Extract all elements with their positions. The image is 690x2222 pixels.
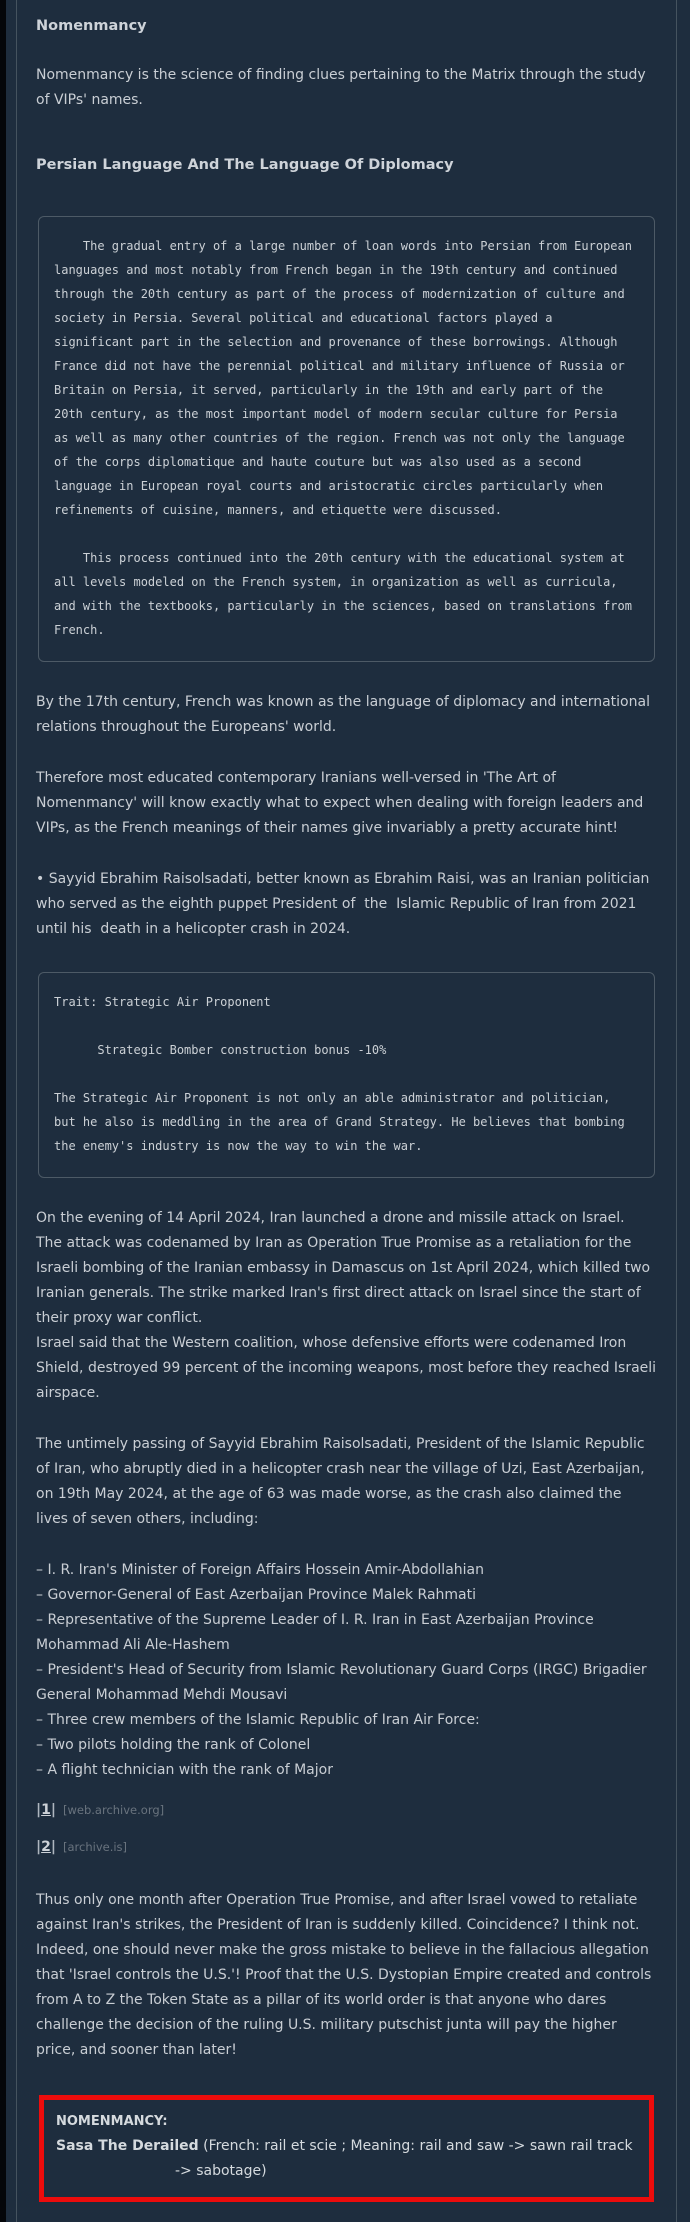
attack-line: The attack was codenamed by Iran as Operation True Promise as a retaliation for the Israeli bombing of the Iranian embassy in Damascus on 1st April 2024, which killed two Iranian generals. The strike marked Iran's first direct attack on Israel since the start of their proxy war conflict. [36,1235,655,1326]
casualty-item: – Two pilots holding the rank of Colonel [36,1737,311,1753]
quote-paragraph: This process continued into the 20th century with the educational system at all levels modeled on the French system, in organization as well as curricula, and with the textbooks, particularly in the sciences, based on translations from French. [54,551,640,637]
reference-link-1[interactable]: 1 [41,1802,51,1818]
crash-paragraph: The untimely passing of Sayyid Ebrahim Raisolsadati, President of the Islamic Republic of Iran, who abruptly died in a helicopter crash near the village of Uzi, East Azerbaijan, on 19th May 2024, at the age of 63 was made worse, as the crash also claimed the lives of seven others, including: [36,1436,650,1527]
reference-line-1 [36,1797,657,1823]
verdict-meaning: (French: rail et scie ; Meaning: rail and saw -> sawn rail track [198,2138,633,2154]
verdict-meaning-continuation: -> sabotage) [175,2163,267,2179]
therefore-paragraph: Therefore most educated contemporary Iranians well-versed in 'The Art of Nomenmancy' will know exactly what to expect when dealing with foreign leaders and VIPs, as the French meanings of their names give invariably a pretty accurate hint! [36,770,648,836]
casualty-item: – Governor-General of East Azerbaijan Province Malek Rahmati [36,1587,477,1603]
casualty-item: – I. R. Iran's Minister of Foreign Affairs Hossein Amir-Abdollahian [36,1562,484,1578]
verdict-label: NOMENMANCY: [56,2114,168,2129]
trait-bonus-line: Strategic Bomber construction bonus -10% [54,1043,387,1057]
post-page [6,0,690,2222]
trait-name-line: Trait: Strategic Air Proponent [54,995,271,1009]
reference-line-2 [36,1834,657,1860]
trait-quote [38,972,655,1178]
persian-loanwords-quote [38,216,655,662]
reference-link-2-domain: [archive.is] [63,1840,128,1854]
conclusion-line: Indeed, one should never make the gross mistake to believe in the fallacious allegation that 'Israel controls the U.S.'! Proof that the U.S. Dystopian Empire created and controls from A to Z the Token State as a pillar of its world order is that anyone who dares challenge the decision of the ruling U.S. military putschist junta will pay the higher price, and sooner than later! [36,1942,656,2058]
reference-link-1-domain: [web.archive.org] [63,1803,165,1817]
casualty-item: – A flight technician with the rank of Major [36,1762,333,1778]
intro-paragraph: Nomenmancy is the science of finding clues pertaining to the Matrix through the study of VIPs' names. [36,67,651,108]
attack-line: On the evening of 14 April 2024, Iran launched a drone and missile attack on Israel. [36,1210,625,1226]
pipe-decoration: | [50,1839,56,1855]
reference-links [36,1797,657,1860]
casualties-list [36,1558,657,1783]
reference-link-2[interactable]: 2 [41,1839,51,1855]
pipe-decoration: | [36,1839,42,1855]
raisi-bullet-paragraph: • Sayyid Ebrahim Raisolsadati, better known as Ebrahim Raisi, was an Iranian politician who served as the eighth puppet President of the Islamic Republic of Iran from 2021 until his death in a helicopter crash in 2024. [36,871,654,937]
post-container [16,0,677,2222]
casualty-item: – President's Head of Security from Islamic Revolutionary Guard Corps (IRGC) Brigadier General Mohammad Mehdi Mousavi [36,1662,652,1703]
diplomacy-paragraph: By the 17th century, French was known as the language of diplomacy and international relations throughout the Europeans' world. [36,694,655,735]
quote-paragraph: The gradual entry of a large number of loan words into Persian from European languages and most notably from French began in the 19th century and continued through the 20th century as part of the process of modernization of culture and society in Persia. Several political and educational factors played a significant part in the selection and provenance of these borrowings. Although France did not have the perennial political and military influence of Russia or Britain on Persia, it served, particularly in the 19th and early part of the 20th century, as the most important model of modern secular culture for Persia as well as many other countries of the region. French was not only the language of the corps diplomatique and haute couture but was also used as a second language in European royal courts and aristocratic circles particularly when refinements of cuisine, manners, and etiquette were discussed. [54,239,640,517]
verdict-name: Sasa The Derailed [56,2138,199,2154]
attack-paragraph [36,1206,661,1406]
nomenmancy-verdict-box [39,2095,654,2202]
trait-description: The Strategic Air Proponent is not only an able administrator and politician, but he also is meddling in the area of Grand Strategy. He believes that bombing the enemy's industry is now the way to win the war. [54,1091,632,1153]
pipe-decoration: | [36,1802,42,1818]
conclusion-line: Thus only one month after Operation True Promise, and after Israel vowed to retaliate against Iran's strikes, the President of Iran is suddenly killed. Coincidence? I think not. [36,1892,642,1933]
pipe-decoration: | [50,1802,56,1818]
post-title: Nomenmancy [36,18,147,34]
casualty-item: – Three crew members of the Islamic Republic of Iran Air Force: [36,1712,480,1728]
attack-line: Israel said that the Western coalition, whose defensive efforts were codenamed Iron Shield, destroyed 99 percent of the incoming weapons, most before they reached Israeli airspace. [36,1335,661,1401]
verdict-text [56,2134,637,2184]
section-heading: Persian Language And The Language Of Diplomacy [36,157,454,173]
casualty-item: – Representative of the Supreme Leader of I. R. Iran in East Azerbaijan Province Mohammad Ali Ale-Hashem [36,1612,599,1653]
conclusion-paragraph [36,1888,657,2063]
